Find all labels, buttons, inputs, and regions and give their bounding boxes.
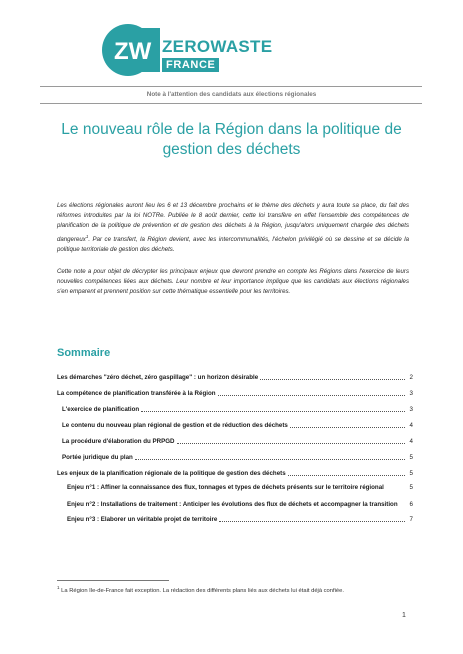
intro-paragraph-2: Cette note a pour objet de décrypter les principaux enjeux que devront prendre en compte les Régions dans l'exercice de leurs nouvelles compétences liées aux déchets. Leur nombre et leur importance implique que les candidats aux élections régionales s'en emparent et prennent position sur cette thématique essentielle pour les territoires. [57,268,409,296]
toc-leader [260,378,405,380]
footnote-separator [57,580,169,581]
page-number: 1 [402,612,406,619]
toc-entry-page: 5 [409,454,413,461]
toc-entry-page: 3 [409,390,413,397]
toc-leader [218,394,405,396]
toc-entry[interactable] [67,483,413,492]
toc-entry-page: 5 [409,470,413,477]
toc-entry-title: Enjeu n°3 : Elaborer un véritable projet de territoire [67,516,218,523]
toc-entry-title: La procédure d'élaboration du PRPGD [62,438,175,445]
toc-entry-title: La compétence de planification transférée à la Région [57,390,216,397]
toc-leader [177,442,405,444]
toc-entry-title: L'exercice de planification [62,406,140,413]
toc-entry-title: Enjeu n°1 : Affiner la connaissance des flux, tonnages et types de déchets présents sur le territoire régional [67,484,384,491]
toc-entry-title: Les démarches "zéro déchet, zéro gaspillage" : un horizon désirable [57,374,259,381]
header-rule-bottom [40,103,422,104]
toc-entry[interactable] [57,469,413,478]
toc-entry-title: Les enjeux de la planification régionale de la politique de gestion des déchets [57,470,286,477]
header-rule-top [40,86,422,87]
footnote [57,585,344,594]
toc-leader [288,474,405,476]
brand-name [162,38,272,73]
toc-entry-page: 4 [409,438,413,445]
toc-entry-title: Le contenu du nouveau plan régional de gestion et de réduction des déchets [62,422,288,429]
intro-paragraph-1 [57,201,409,255]
sommaire-heading: Sommaire [57,347,111,359]
toc-entry-page: 2 [409,374,413,381]
footnote-marker: 1 [57,585,60,590]
document-title: Le nouveau rôle de la Région dans la politique de gestion des déchets [61,121,402,158]
footnote-ref[interactable]: 1 [85,233,89,239]
toc-entry[interactable] [57,389,413,398]
toc-entry[interactable] [62,421,413,430]
zerowaste-logo [100,22,162,78]
toc-entry[interactable] [62,437,413,446]
toc-entry[interactable] [62,405,413,414]
brand-name-bottom: FRANCE [162,58,219,72]
footnote-text: La Région Ile-de-France fait exception. La rédaction des différents plans liés aux déchets lui était déjà confiée. [61,587,344,594]
toc-entry[interactable] [62,453,413,462]
toc-entry-title: Portée juridique du plan [62,454,133,461]
toc-entry-page: 6 [409,501,413,508]
table-of-contents [57,373,413,524]
header-note: Note à l'attention des candidats aux élections régionales [146,91,317,98]
toc-leader [135,458,405,460]
toc-entry-title: Enjeu n°2 : Installations de traitement : Anticiper les évolutions des flux de déchets et accompagner la transition [67,501,398,508]
intro-p1-text-end: . Par ce transfert, la Région devient, avec les intercommunalités, l'échelon privilégié où se dessine et se décide la politique territoriale de gestion des déchets. [57,235,409,253]
toc-entry-page: 4 [409,422,413,429]
toc-entry[interactable] [67,500,413,509]
toc-entry[interactable] [67,515,413,524]
toc-entry-page: 3 [409,406,413,413]
intro-p1-text: Les élections régionales auront lieu les 6 et 13 décembre prochains et le thème des déchets y aura toute sa place, du fait des réformes introduites par la loi NOTRe. Publiée le 8 août dernier, cette loi transfère en effet l'ensemble des compétences de planification de la politique de prévention et de gestion des déchets à la Région, jusqu'alors uniquement chargée des déchets dangereux [57,202,409,243]
toc-entry-page: 5 [409,484,413,491]
toc-entry-page: 7 [409,516,413,523]
toc-leader [219,520,405,522]
toc-entry[interactable] [57,373,413,382]
logo-letters: ZW [114,38,152,65]
toc-leader [141,410,405,412]
toc-leader [290,426,405,428]
brand-name-top: ZEROWASTE [162,37,273,56]
